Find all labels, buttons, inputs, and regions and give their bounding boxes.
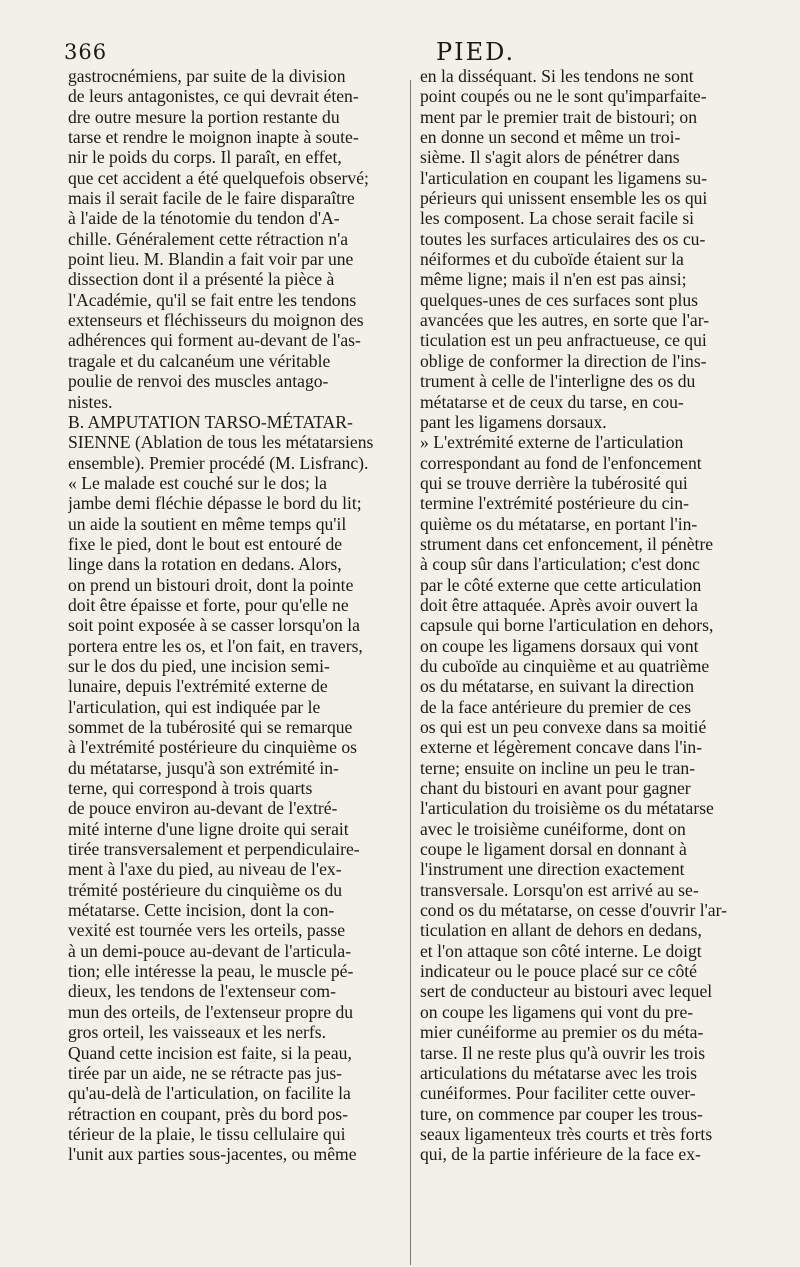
- text-line: pant les ligamens dorsaux.: [420, 411, 607, 432]
- right-column: [420, 66, 754, 1165]
- text-line: linge dans la rotation en dedans. Alors,: [68, 554, 342, 575]
- text-line: termine l'extrémité postérieure du cin-: [420, 493, 689, 514]
- text-line: poulie de renvoi des muscles antago-: [68, 371, 329, 392]
- text-line: avec le troisième cunéiforme, dont on: [420, 818, 686, 839]
- text-line: os du métatarse, en suivant la direction: [420, 676, 695, 697]
- text-line: jambe demi fléchie dépasse le bord du lit;: [68, 493, 362, 514]
- text-line: indicateur ou le pouce placé sur ce côté: [420, 961, 697, 982]
- text-line: tarse. Il ne reste plus qu'à ouvrir les trois: [420, 1042, 706, 1063]
- text-line: doit être attaquée. Après avoir ouvert la: [420, 594, 698, 615]
- text-line: qui se trouve derrière la tubérosité qui: [420, 472, 688, 493]
- page-number: 366: [64, 40, 108, 64]
- text-line: mais il serait facile de le faire disparaître: [68, 188, 355, 209]
- text-line: capsule qui borne l'articulation en dehors,: [420, 615, 714, 636]
- text-line: dissection dont il a présenté la pièce à: [68, 269, 335, 290]
- text-line: point coupés ou ne le sont qu'imparfaite-: [420, 86, 707, 107]
- text-line: néiformes et du cuboïde étaient sur la: [420, 249, 684, 270]
- text-line: sième. Il s'agit alors de pénétrer dans: [420, 147, 680, 168]
- text-line: de pouce environ au-devant de l'extré-: [68, 798, 338, 819]
- text-line: ticulation en allant de dehors en dedans,: [420, 920, 702, 941]
- text-line: l'unit aux parties sous-jacentes, ou même: [68, 1144, 357, 1165]
- text-line: l'articulation, qui est indiquée par le: [68, 696, 321, 717]
- text-line: adhérences qui forment au-devant de l'as-: [68, 330, 361, 351]
- text-line: l'instrument une direction exactement: [420, 859, 685, 880]
- text-line: même ligne; mais il n'en est pas ainsi;: [420, 269, 687, 290]
- running-title: PIED.: [436, 38, 516, 66]
- text-line: tarse et rendre le moignon inapte à soute-: [68, 127, 359, 148]
- text-line: l'articulation du troisième os du métatarse: [420, 798, 714, 819]
- text-line: avancées que les autres, en sorte que l'ar-: [420, 310, 710, 331]
- text-line: mité interne d'une ligne droite qui serait: [68, 818, 349, 839]
- text-line: à l'aide de la ténotomie du tendon d'A-: [68, 208, 340, 229]
- text-line: sur le dos du pied, une incision semi-: [68, 655, 330, 676]
- text-line: chant du bistouri en avant pour gagner: [420, 778, 691, 799]
- text-line: et l'on attaque son côté interne. Le doigt: [420, 940, 702, 961]
- text-line: on prend un bistouri droit, dont la pointe: [68, 574, 354, 595]
- text-line: B. AMPUTATION TARSO-MÉTATAR-: [68, 411, 353, 432]
- text-line: de la face antérieure du premier de ces: [420, 696, 692, 717]
- text-line: du métatarse, jusqu'à son extrémité in-: [68, 757, 339, 778]
- text-line: tirée par un aide, ne se rétracte pas jus-: [68, 1062, 343, 1083]
- text-line: quelques-unes de ces surfaces sont plus: [420, 289, 699, 310]
- column-divider: [410, 80, 411, 1265]
- text-line: par le côté externe que cette articulation: [420, 574, 702, 595]
- text-line: sert de conducteur au bistouri avec lequel: [420, 981, 713, 1002]
- text-line: tirée transversalement et perpendiculaire-: [68, 839, 360, 860]
- text-line: trument à celle de l'interligne des os du: [420, 371, 696, 392]
- text-line: dieux, les tendons de l'extenseur com-: [68, 981, 336, 1002]
- text-line: en donne un second et même un troi-: [420, 127, 681, 148]
- text-line: du cuboïde au cinquième et au quatrième: [420, 655, 710, 676]
- text-line: SIENNE (Ablation de tous les métatarsiens: [68, 432, 374, 453]
- text-line: qui, de la partie inférieure de la face ex-: [420, 1144, 701, 1165]
- text-line: os qui est un peu convexe dans sa moitié: [420, 717, 707, 737]
- text-line: ment par le premier trait de bistouri; on: [420, 106, 698, 127]
- text-line: toutes les surfaces articulaires des os cu-: [420, 228, 706, 249]
- left-column: [68, 66, 402, 1165]
- text-line: les composent. La chose serait facile si: [420, 208, 695, 229]
- text-line: strument dans cet enfoncement, il pénètre: [420, 533, 714, 554]
- text-line: transversale. Lorsqu'on est arrivé au se-: [420, 879, 699, 900]
- text-line: quième os du métatarse, en portant l'in-: [420, 513, 698, 534]
- text-line: l'Académie, qu'il se fait entre les tendons: [68, 289, 357, 310]
- text-line: tragale et du calcanéum une véritable: [68, 350, 331, 371]
- text-line: doit être épaisse et forte, pour qu'elle ne: [68, 594, 349, 615]
- text-line: on coupe les ligamens dorsaux qui vont: [420, 635, 699, 656]
- text-line: articulations du métatarse avec les trois: [420, 1062, 697, 1083]
- text-line: ture, on commence par couper les trous-: [420, 1103, 703, 1124]
- text-line: correspondant au fond de l'enfoncement: [420, 452, 702, 473]
- text-line: gastrocnémiens, par suite de la division: [68, 66, 346, 86]
- text-line: extenseurs et fléchisseurs du moignon des: [68, 310, 364, 331]
- text-line: mun des orteils, de l'extenseur propre du: [68, 1001, 354, 1022]
- text-line: trémité postérieure du cinquième os du: [68, 879, 343, 900]
- text-line: coupe le ligament dorsal en donnant à: [420, 839, 687, 860]
- text-line: ticulation est un peu anfractueuse, ce qui: [420, 330, 707, 351]
- text-line: gros orteil, les vaisseaux et les nerfs.: [68, 1022, 326, 1043]
- text-line: qu'au-delà de l'articulation, on facilite la: [68, 1083, 351, 1104]
- text-line: à l'extrémité postérieure du cinquième os: [68, 737, 357, 758]
- text-line: Quand cette incision est faite, si la peau,: [68, 1042, 352, 1063]
- text-line: soit point exposée à se casser lorsqu'on la: [68, 615, 360, 636]
- text-line: l'articulation en coupant les ligamens su-: [420, 167, 708, 188]
- text-line: oblige de conformer la direction de l'ins-: [420, 350, 707, 371]
- text-line: sommet de la tubérosité qui se remarque: [68, 717, 353, 737]
- text-line: point lieu. M. Blandin a fait voir par une: [68, 249, 354, 270]
- text-line: que cet accident a été quelquefois observé;: [68, 167, 369, 188]
- text-line: mier cunéiforme au premier os du méta-: [420, 1022, 704, 1043]
- text-line: » L'extrémité externe de l'articulation: [420, 432, 684, 453]
- text-line: terne, qui correspond à trois quarts: [68, 778, 313, 799]
- text-line: de leurs antagonistes, ce qui devrait éten-: [68, 86, 359, 107]
- text-line: dre outre mesure la portion restante du: [68, 106, 340, 127]
- text-line: « Le malade est couché sur le dos; la: [68, 472, 327, 493]
- text-line: périeurs qui unissent ensemble les os qui: [420, 188, 708, 209]
- text-line: vexité est tournée vers les orteils, passe: [68, 920, 346, 941]
- text-line: seaux ligamenteux très courts et très forts: [420, 1123, 713, 1144]
- text-line: en la disséquant. Si les tendons ne sont: [420, 66, 694, 86]
- text-line: portera entre les os, et l'on fait, en travers,: [68, 635, 363, 656]
- text-line: cond os du métatarse, on cesse d'ouvrir l'ar-: [420, 900, 727, 921]
- text-line: externe et légèrement concave dans l'in-: [420, 737, 703, 758]
- text-line: terne; ensuite on incline un peu le tran-: [420, 757, 696, 778]
- text-line: on coupe les ligamens qui vont du pre-: [420, 1001, 694, 1022]
- text-line: chille. Généralement cette rétraction n'a: [68, 228, 349, 249]
- text-line: à coup sûr dans l'articulation; c'est donc: [420, 554, 700, 575]
- text-line: nir le poids du corps. Il paraît, en effet,: [68, 147, 342, 168]
- text-line: un aide la soutient en même temps qu'il: [68, 513, 347, 534]
- text-line: ment à l'axe du pied, au niveau de l'ex-: [68, 859, 342, 880]
- text-line: métatarse et de ceux du tarse, en cou-: [420, 391, 684, 412]
- text-line: tion; elle intéresse la peau, le muscle pé-: [68, 961, 354, 982]
- text-line: ensemble). Premier procédé (M. Lisfranc).: [68, 452, 369, 473]
- text-line: métatarse. Cette incision, dont la con-: [68, 900, 335, 921]
- text-line: nistes.: [68, 391, 113, 412]
- text-line: rétraction en coupant, près du bord pos-: [68, 1103, 348, 1124]
- text-line: fixe le pied, dont le bout est entouré de: [68, 533, 343, 554]
- text-line: térieur de la plaie, le tissu cellulaire qui: [68, 1123, 346, 1144]
- text-line: lunaire, depuis l'extrémité externe de: [68, 676, 328, 697]
- text-line: cunéiformes. Pour faciliter cette ouver-: [420, 1083, 696, 1104]
- text-line: à un demi-pouce au-devant de l'articula-: [68, 940, 352, 961]
